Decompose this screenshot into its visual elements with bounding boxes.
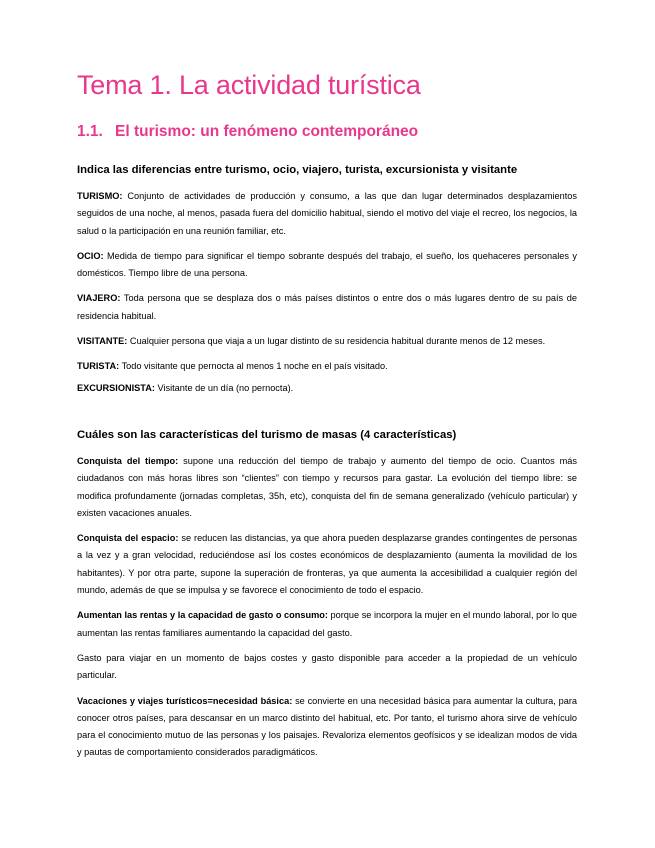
term-text: Todo visitante que pernocta al menos 1 noche en el país visitado.	[119, 361, 388, 372]
definition-excursionista	[77, 380, 577, 397]
term-label: Vacaciones y viajes turísticos=necesidad básica:	[77, 695, 293, 706]
term-text: Conjunto de actividades de producción y consumo, a las que dan lugar determinados desplazamientos seguidos de una noche, al menos, pasada fuera del domicilio habitual, siendo el motivo del viaje el recreo, los negocios, la salud o la participación en una reunión familiar, etc.	[77, 191, 577, 236]
definition-turismo	[77, 188, 577, 240]
term-text: Medida de tiempo para significar el tiempo sobrante después del trabajo, el sueño, los quehaceres personales y domésticos. Tiempo libre de una persona.	[77, 250, 577, 279]
term-label: OCIO:	[77, 250, 104, 261]
characteristic-vacaciones	[77, 693, 577, 762]
characteristic-rentas	[77, 607, 577, 642]
definition-ocio	[77, 248, 577, 283]
definition-turista	[77, 358, 577, 375]
term-text: porque se incorpora la mujer en el mundo laboral, por lo que aumentan las rentas familiares aumentando la capacidad del gasto.	[77, 610, 577, 638]
question-heading-2: Cuáles son las características del turismo de masas (4 características)	[77, 428, 457, 441]
definition-viajero	[77, 290, 577, 325]
term-label: Aumentan las rentas y la capacidad de gasto o consumo:	[77, 610, 328, 621]
term-label: EXCURSIONISTA:	[77, 382, 155, 393]
term-text: se convierte en una necesidad básica para aumentar la cultura, para conocer otros países, para descansar en un marco distinto del habitual, etc. Por tanto, el turismo ahora sirve de vehículo para el conocimiento mutuo de las personas y los paisajes. Revaloriza elementos geofísicos y se idealizan modos de vida y pautas de comportamiento considerados paradigmáticos.	[77, 695, 577, 758]
characteristic-espacio	[77, 530, 577, 599]
term-label: VIAJERO:	[77, 293, 121, 304]
definition-visitante	[77, 333, 577, 350]
term-label: TURISTA:	[77, 361, 120, 372]
term-text: Toda persona que se desplaza dos o más países distintos o entre dos o más lugares dentro de su país de residencia habitual.	[77, 293, 577, 321]
term-text: Visitante de un día (no pernocta).	[154, 382, 294, 393]
term-text: Cualquier persona que viaja a un lugar distinto de su residencia habitual durante menos de 12 meses.	[127, 336, 546, 347]
section-heading	[77, 123, 418, 141]
term-label: VISITANTE:	[77, 336, 128, 347]
term-label: Conquista del espacio:	[77, 533, 179, 544]
page-title: Tema 1. La actividad turística	[77, 70, 421, 100]
section-title: El turismo: un fenómeno contemporáneo	[115, 123, 419, 140]
term-text: supone una reducción del tiempo de trabajo y aumento del tiempo de ocio. Cuantos más ciudadanos con más horas libres son “clientes” con tiempo y recursos para gastar. La evolución del tiempo libre: se modifica profundamente (jornadas completas, 35h, etc), conquista del fin de semana generalizado (vehículo particular) y existen vacaciones anuales.	[77, 455, 578, 518]
term-text: Gasto para viajar en un momento de bajos costes y gasto disponible para acceder a la propiedad de un vehículo particular.	[77, 652, 577, 681]
characteristic-gasto	[77, 650, 577, 685]
term-label: Conquista del tiempo:	[77, 455, 179, 466]
section-number: 1.1.	[77, 123, 103, 140]
term-label: TURISMO:	[77, 191, 123, 201]
question-heading-1: Indica las diferencias entre turismo, ocio, viajero, turista, excursionista y visitante	[77, 164, 518, 176]
term-text: se reducen las distancias, ya que ahora pueden desplazarse grandes contingentes de personas a la vez y a gran velocidad, reduciéndose así los costes económicos de desplazamiento (aumenta la movilidad de los habitantes). Y por otra parte, supone la superación de fronteras, ya que aumenta la accesibilidad a cualquier región del mundo, además de que se impulsa y se favorece el conocimiento de todo el espacio.	[77, 533, 577, 596]
content-body	[77, 162, 577, 762]
characteristic-tiempo	[77, 453, 577, 522]
